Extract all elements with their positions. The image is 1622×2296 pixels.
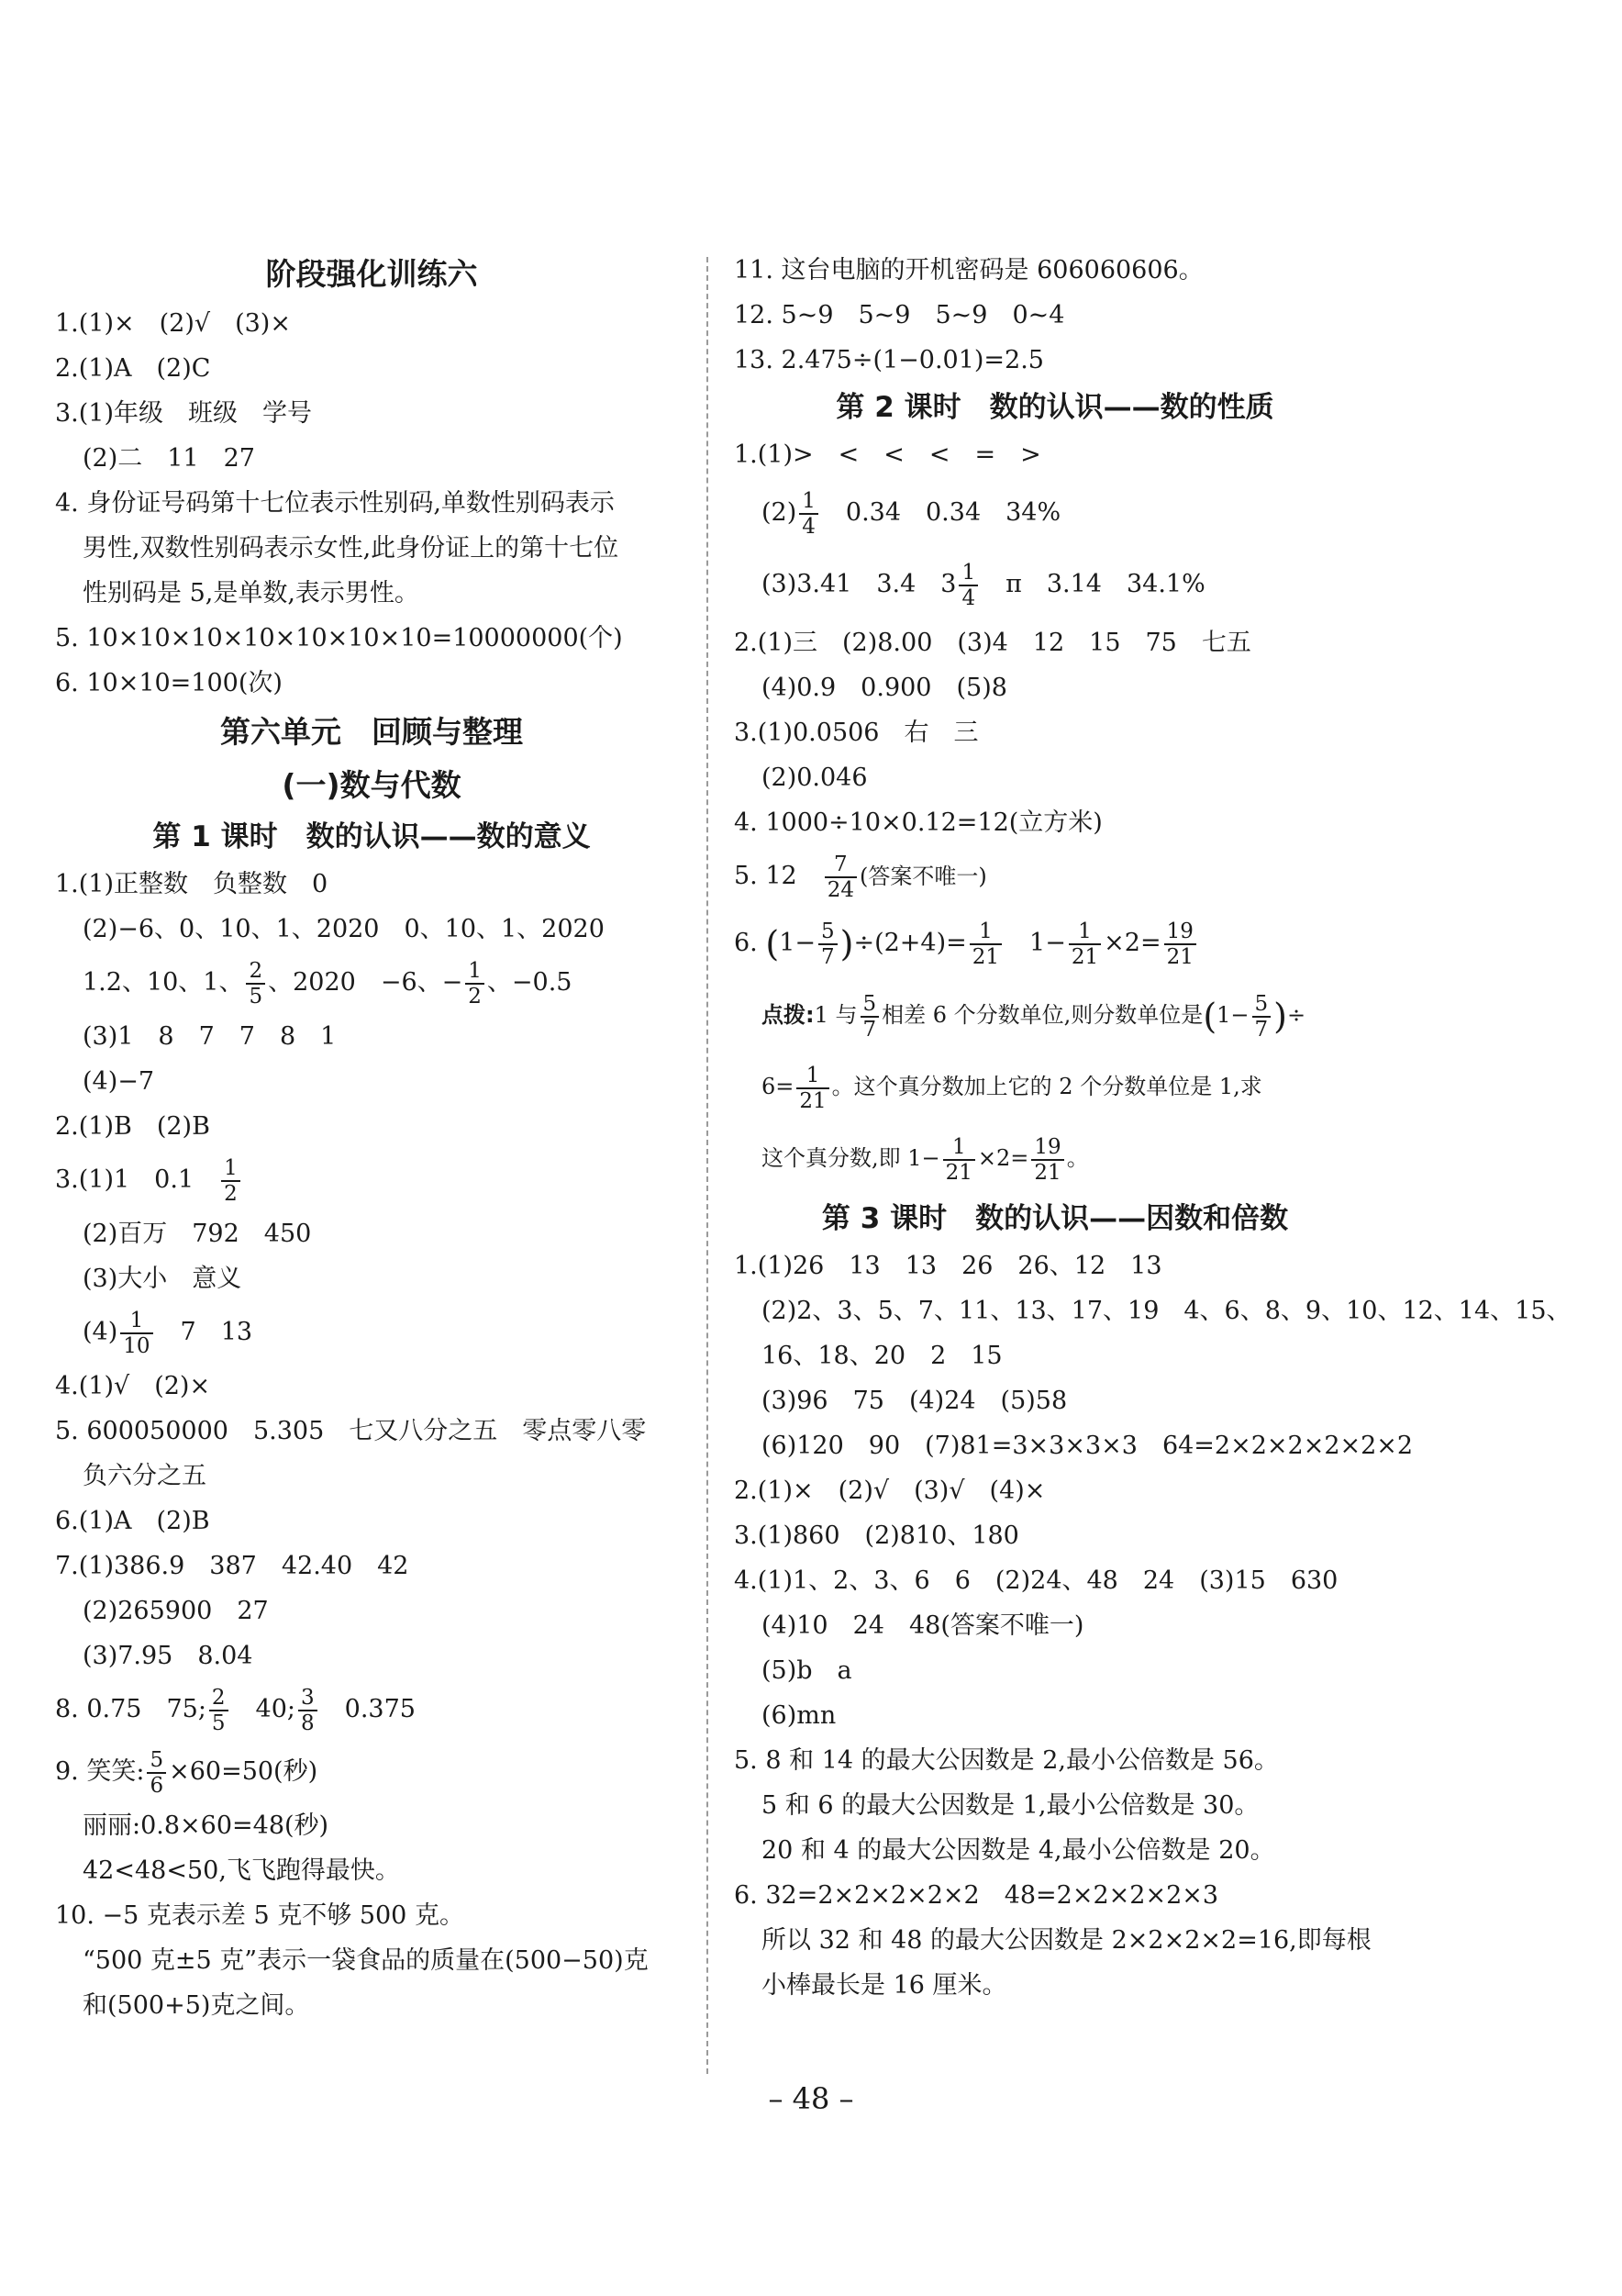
section-title: 阶段强化训练六 — [265, 256, 478, 292]
answer-line: 6. 32=2×2×2×2×2 48=2×2×2×2×3 — [734, 1881, 1219, 1910]
tip-line — [734, 1122, 1376, 1194]
text-fragment: 21 — [972, 944, 1000, 969]
text-fragment: 21 — [799, 1088, 827, 1113]
text-fragment: 1 — [221, 1156, 240, 1182]
text-fragment: 21 — [1071, 944, 1099, 969]
answer-line: (2)265900 27 — [83, 1597, 269, 1625]
parenthesis: ( — [765, 923, 780, 964]
text-fragment: 8. 0.75 75; — [55, 1695, 206, 1723]
right-column — [734, 248, 1572, 2008]
answer-line — [55, 1678, 688, 1741]
answer-line: “500 克±5 克”表示一袋食品的质量在(500−50)克 — [83, 1946, 649, 1975]
text-fragment: ×60=50(秒) — [169, 1757, 318, 1786]
text-fragment: 19 — [1164, 920, 1196, 945]
answer-line: 所以 32 和 48 的最大公因数是 2×2×2×2=16,即每根 — [761, 1926, 1372, 1955]
text-fragment: 7 — [1254, 1017, 1269, 1042]
answer-line: 13. 2.475÷(1−0.01)=2.5 — [734, 346, 1044, 374]
tip-line — [734, 1051, 1376, 1122]
answer-line: 4. 身份证号码第十七位表示性别码,单数性别码表示 — [55, 489, 615, 518]
answer-line: (4)0.9 0.900 (5)8 — [761, 674, 1007, 702]
text-fragment: 19 — [1031, 1135, 1063, 1161]
fraction — [1252, 992, 1272, 1042]
answer-line: 1.(1)26 13 13 26 26、12 13 — [734, 1252, 1162, 1280]
answer-line: 2.(1)三 (2)8.00 (3)4 12 15 75 七五 — [734, 629, 1251, 657]
fraction — [209, 1686, 228, 1735]
answer-line: 4.(1)√ (2)× — [55, 1372, 211, 1400]
answer-line: 小棒最长是 16 厘米。 — [761, 1971, 1007, 2000]
text-fragment: 1− — [779, 929, 816, 957]
text-fragment: 这个真分数,即 1− — [761, 1145, 940, 1171]
text-fragment: 6= — [761, 1074, 794, 1099]
text-fragment: 7 — [862, 1017, 877, 1042]
text-fragment: ÷ — [1287, 1002, 1306, 1028]
text-fragment: (答案不唯一) — [859, 864, 987, 889]
answer-line: 5. 10×10×10×10×10×10×10=10000000(个) — [55, 624, 623, 652]
answer-line: 5. 8 和 14 的最大公因数是 2,最小公倍数是 56。 — [734, 1746, 1279, 1775]
answer-line — [55, 952, 688, 1014]
text-fragment: 2 — [246, 959, 265, 985]
lesson-title: 第 3 课时 数的认识——因数和倍数 — [821, 1202, 1289, 1235]
answer-line: 42<48<50,飞飞跑得最快。 — [83, 1856, 400, 1885]
text-fragment: 相差 6 个分数单位,则分数单位是 — [882, 1002, 1204, 1028]
unit-title: 第六单元 回顾与整理 — [220, 714, 523, 750]
fraction — [799, 489, 818, 539]
answer-line — [55, 1301, 688, 1364]
answer-line: (2)百万 792 450 — [83, 1220, 312, 1248]
answer-line: 1.(1)> < < < = > — [734, 440, 1041, 469]
text-fragment: 5 — [1252, 992, 1272, 1018]
answer-line: 2.(1)A (2)C — [55, 354, 211, 383]
text-fragment: ×2= — [1104, 929, 1161, 957]
answer-line: 3.(1)860 (2)810、180 — [734, 1521, 1019, 1550]
answer-line — [734, 477, 1376, 549]
answer-line — [55, 1741, 688, 1803]
lesson-title: 第 1 课时 数的认识——数的意义 — [152, 820, 591, 853]
text-fragment: 21 — [945, 1160, 972, 1185]
answer-line: 16、18、20 2 15 — [761, 1342, 1003, 1370]
parenthesis: ) — [1273, 996, 1287, 1037]
fraction — [796, 1064, 828, 1113]
answer-line: (4)10 24 48(答案不唯一) — [761, 1611, 1084, 1640]
text-fragment: π 3.14 34.1% — [981, 570, 1205, 598]
answer-line: 3.(1)年级 班级 学号 — [55, 399, 313, 428]
answer-line: 1.(1)正整数 负整数 0 — [55, 870, 328, 898]
parenthesis: ( — [1203, 996, 1217, 1037]
text-fragment: 1 — [1069, 920, 1101, 945]
text-fragment: 5 — [147, 1748, 166, 1774]
fraction — [959, 561, 978, 610]
answer-line: 10. −5 克表示差 5 克不够 500 克。 — [55, 1901, 464, 1930]
answer-line: 性别码是 5,是单数,表示男性。 — [83, 579, 419, 607]
text-fragment: ×2= — [977, 1145, 1029, 1171]
page-number: – 48 – — [768, 2081, 854, 2116]
fraction — [246, 959, 265, 1009]
parenthesis: ) — [839, 923, 854, 964]
text-fragment: (4) — [83, 1318, 118, 1346]
text-fragment: 5 — [211, 1711, 226, 1735]
answer-line: (6)120 90 (7)81=3×3×3×3 64=2×2×2×2×2×2 — [761, 1432, 1414, 1460]
answer-line: 6. 10×10=100(次) — [55, 669, 283, 697]
answer-line — [734, 908, 1376, 979]
answer-line: 男性,双数性别码表示女性,此身份证上的第十七位 — [83, 534, 619, 563]
fraction — [861, 992, 880, 1042]
fraction — [298, 1686, 317, 1735]
text-fragment: 6 — [150, 1773, 164, 1798]
text-fragment: 0.375 — [319, 1695, 416, 1723]
text-fragment: 2 — [224, 1181, 238, 1206]
answer-line: (2)二 11 27 — [83, 444, 255, 473]
tip-line — [734, 979, 1376, 1051]
text-fragment: 1 — [959, 561, 978, 586]
answer-line: 12. 5~9 5~9 5~9 0~4 — [734, 301, 1065, 329]
answer-line: 20 和 4 的最大公因数是 4,最小公倍数是 20。 — [761, 1836, 1275, 1865]
text-fragment: 。这个真分数加上它的 2 个分数单位是 1,求 — [831, 1074, 1262, 1099]
answer-line: (5)b a — [761, 1656, 852, 1685]
answer-line: (3)96 75 (4)24 (5)58 — [761, 1387, 1068, 1415]
text-fragment: 40; — [230, 1695, 296, 1723]
answer-line: 2.(1)× (2)√ (3)√ (4)× — [734, 1477, 1046, 1505]
text-fragment: 7 — [821, 944, 835, 969]
fraction — [221, 1156, 240, 1206]
fraction — [818, 920, 838, 969]
text-fragment: 0.34̇ 0.34 34% — [820, 498, 1061, 527]
text-fragment: ÷(2+4)= — [853, 929, 967, 957]
column-divider — [706, 257, 708, 2074]
left-column — [55, 248, 688, 2028]
answer-line: 7.(1)386.9 387 42.40 42 — [55, 1552, 409, 1580]
text-fragment: 24 — [827, 877, 854, 902]
answer-line: 5 和 6 的最大公因数是 1,最小公倍数是 30。 — [761, 1791, 1260, 1820]
fraction — [120, 1309, 152, 1358]
text-fragment: 1.2、10、1、 — [83, 968, 244, 997]
answer-line: (2)2、3、5、7、11、13、17、19 4、6、8、9、10、12、14、15、 — [761, 1297, 1572, 1325]
text-fragment: 10 — [123, 1333, 150, 1358]
text-fragment: 2 — [468, 984, 482, 1009]
answer-line: (4)−7 — [83, 1067, 155, 1096]
text-fragment: (3)3.41 3.4 3 — [761, 570, 957, 598]
text-fragment: 1− — [1216, 1002, 1250, 1028]
text-fragment: 5 — [861, 992, 880, 1018]
text-fragment: (2) — [761, 498, 797, 527]
text-fragment: 8 — [301, 1711, 315, 1735]
text-fragment: 、−0.5 — [486, 968, 572, 997]
fraction — [970, 920, 1002, 969]
text-fragment: 6. — [734, 929, 758, 957]
answer-line: 3.(1)0.0506 右 三 — [734, 719, 979, 747]
tip-label: 点拨: — [761, 1002, 815, 1028]
answer-line — [55, 1149, 688, 1211]
answer-line: 1.(1)× (2)√ (3)× — [55, 309, 291, 338]
answer-line: 负六分之五 — [83, 1462, 206, 1490]
answer-line: (3)1 8 7 7 8 1 — [83, 1022, 337, 1051]
lesson-title: 第 2 课时 数的认识——数的性质 — [836, 391, 1274, 424]
answer-line: 6.(1)A (2)B — [55, 1507, 210, 1535]
text-fragment: 21 — [1166, 944, 1194, 969]
text-fragment: 3 — [298, 1686, 317, 1711]
fraction — [1164, 920, 1196, 969]
text-fragment: 5 — [818, 920, 838, 945]
text-fragment: 1 — [970, 920, 1002, 945]
text-fragment: 9. 笑笑: — [55, 1757, 145, 1786]
text-fragment: 1 — [120, 1309, 152, 1334]
text-fragment: 21 — [1034, 1160, 1061, 1185]
answer-line: (3)大小 意义 — [83, 1265, 242, 1293]
text-fragment: 4 — [961, 585, 976, 610]
answer-line: 11. 这台电脑的开机密码是 606060606。 — [734, 256, 1204, 284]
text-fragment: 7 — [825, 853, 857, 878]
text-fragment: 5 — [249, 984, 263, 1009]
text-fragment: 1 与 — [814, 1002, 858, 1028]
text-fragment: 2 — [209, 1686, 228, 1711]
subsection-title: (一)数与代数 — [282, 767, 461, 803]
answer-line: 丽丽:0.8×60=48(秒) — [83, 1811, 329, 1840]
text-fragment: 1− — [1005, 929, 1066, 957]
answer-line: 2.(1)B (2)B — [55, 1112, 210, 1141]
text-fragment: 3.(1)1 0.1 — [55, 1165, 194, 1194]
text-fragment: 1 — [943, 1135, 975, 1161]
answer-line: (3)7.95 8.04 — [83, 1642, 253, 1670]
text-fragment: 7 13 — [155, 1318, 253, 1346]
fraction — [1031, 1135, 1063, 1185]
text-fragment: 5. 12 — [734, 862, 797, 890]
text-fragment: 1 — [796, 1064, 828, 1089]
text-fragment: 1 — [465, 959, 484, 985]
answer-line — [734, 549, 1376, 620]
answer-line: 和(500+5)克之间。 — [83, 1991, 310, 2020]
fraction — [147, 1748, 166, 1798]
fraction — [943, 1135, 975, 1185]
answer-line: (2)0.046 — [761, 763, 868, 792]
answer-line: 5. 600050000 5.305 七又八分之五 零点零八零 — [55, 1417, 647, 1445]
answer-line — [734, 845, 1376, 908]
fraction — [1069, 920, 1101, 969]
text-fragment: 1 — [799, 489, 818, 515]
fraction — [825, 853, 857, 902]
text-fragment: 、2020 −6、− — [268, 968, 463, 997]
text-fragment: 。 — [1066, 1145, 1089, 1171]
answer-line: 4. 1000÷10×0.12=12(立方米) — [734, 808, 1103, 837]
text-fragment: 4 — [802, 514, 816, 539]
fraction — [465, 959, 484, 1009]
answer-line: (6)mn — [761, 1701, 837, 1730]
answer-line: (2)−6、0、10、1、2020 0、10、1、2020 — [83, 915, 605, 943]
answer-line: 4.(1)1、2、3、6 6 (2)24、48 24 (3)15 630 — [734, 1566, 1339, 1595]
